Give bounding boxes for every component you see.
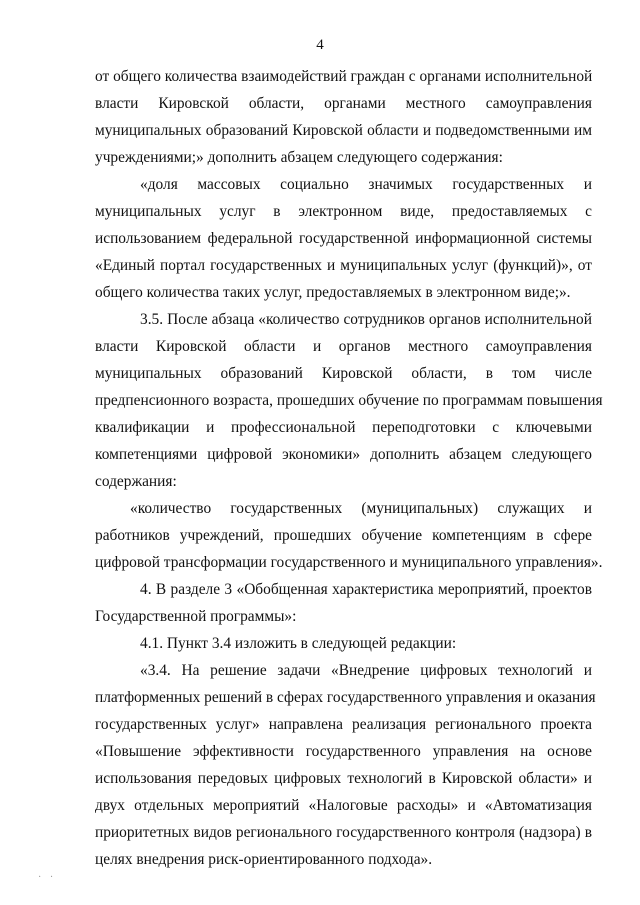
- scan-speck: · ·: [38, 872, 57, 883]
- text-line: предпенсионного возраста, прошедших обучение по программам повышения: [95, 392, 603, 409]
- page-number: 4: [316, 37, 324, 53]
- text-line: Государственной программы»:: [95, 608, 297, 625]
- text-line: двух отдельных мероприятий «Налоговые расходы» и «Автоматизация: [95, 797, 592, 814]
- text-line: квалификации и профессиональной переподготовки с ключевыми: [95, 419, 592, 436]
- text-line: «Повышение эффективности государственного управления на основе: [95, 743, 592, 760]
- text-line: целях внедрения риск-ориентированного подхода».: [95, 851, 433, 868]
- text-line: платформенных решений в сферах государственного управления и оказания: [95, 689, 596, 706]
- text-line: приоритетных видов регионального государственного контроля (надзора) в: [95, 824, 592, 841]
- text-line: использованием федеральной государственной информационной системы: [95, 230, 592, 247]
- text-line: «3.4. На решение задачи «Внедрение цифровых технологий и: [140, 662, 592, 679]
- text-line: от общего количества взаимодействий граждан с органами исполнительной: [95, 68, 593, 85]
- text-line: общего количества таких услуг, предоставляемых в электронном виде;».: [95, 284, 571, 301]
- text-line: учреждениями;» дополнить абзацем следующего содержания:: [95, 149, 503, 166]
- text-line: власти Кировской области и органов местного самоуправления: [95, 338, 592, 355]
- text-line: муниципальных образований Кировской области, в том числе: [95, 365, 592, 382]
- text-line: власти Кировской области, органами местного самоуправления: [95, 95, 592, 112]
- text-line: использования передовых цифровых технологий в Кировской области» и: [95, 770, 592, 787]
- text-line: муниципальных услуг в электронном виде, предоставляемых с: [95, 203, 592, 220]
- text-line: компетенциями цифровой экономики» дополнить абзацем следующего: [95, 446, 592, 463]
- text-line: 3.5. После абзаца «количество сотрудников органов исполнительной: [140, 311, 592, 328]
- text-line: «доля массовых социально значимых государственных и: [140, 176, 592, 193]
- text-line: 4.1. Пункт 3.4 изложить в следующей редакции:: [140, 635, 457, 652]
- text-line: государственных услуг» направлена реализация регионального проекта: [95, 716, 592, 733]
- text-line: 4. В разделе 3 «Обобщенная характеристика мероприятий, проектов: [140, 581, 592, 598]
- text-line: цифровой трансформации государственного и муниципального управления».: [95, 554, 603, 571]
- text-line: «Единый портал государственных и муниципальных услуг (функций)», от: [95, 257, 592, 274]
- text-line: содержания:: [95, 473, 177, 490]
- text-line: муниципальных образований Кировской области и подведомственными им: [95, 122, 592, 139]
- text-line: работников учреждений, прошедших обучение компетенциям в сфере: [95, 527, 592, 544]
- text-line: «количество государственных (муниципальных) служащих и: [130, 500, 592, 517]
